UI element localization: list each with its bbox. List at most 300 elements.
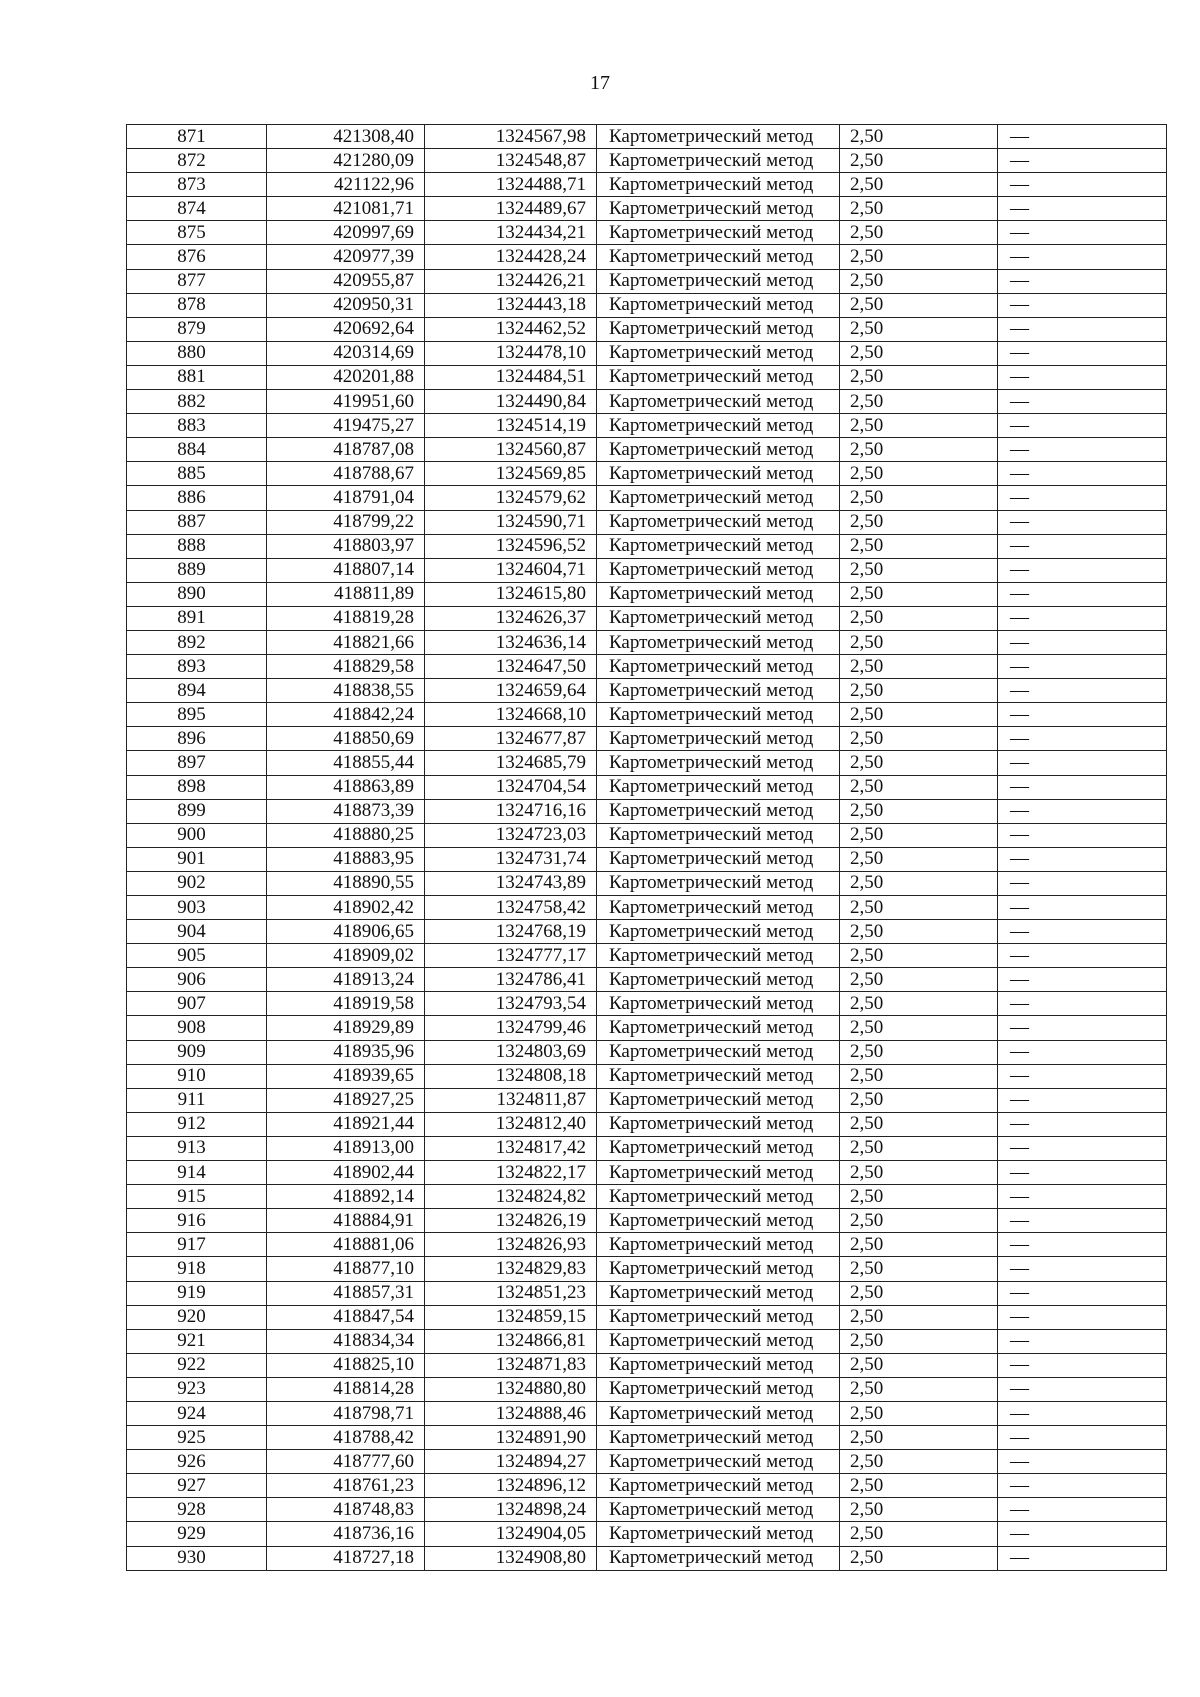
y-coordinate-cell: 1324514,19 [425,414,597,438]
accuracy-cell: 2,50 [840,414,998,438]
description-cell: — [998,510,1167,534]
point-number-cell: 881 [127,365,267,389]
point-number-cell: 911 [127,1088,267,1112]
table-row [127,630,1167,654]
point-number-cell: 903 [127,896,267,920]
y-coordinate-cell: 1324685,79 [425,751,597,775]
x-coordinate-cell: 420692,64 [267,317,425,341]
point-number-cell: 916 [127,1209,267,1233]
method-cell: Картометрический метод [597,1450,840,1474]
accuracy-cell: 2,50 [840,1474,998,1498]
y-coordinate-cell: 1324428,24 [425,245,597,269]
x-coordinate-cell: 418935,96 [267,1040,425,1064]
point-number-cell: 873 [127,173,267,197]
x-coordinate-cell: 418857,31 [267,1281,425,1305]
description-cell: — [998,871,1167,895]
description-cell: — [998,1112,1167,1136]
description-cell: — [998,847,1167,871]
point-number-cell: 908 [127,1016,267,1040]
table-row [127,944,1167,968]
x-coordinate-cell: 418829,58 [267,655,425,679]
method-cell: Картометрический метод [597,149,840,173]
point-number-cell: 923 [127,1377,267,1401]
accuracy-cell: 2,50 [840,1185,998,1209]
method-cell: Картометрический метод [597,606,840,630]
accuracy-cell: 2,50 [840,1377,998,1401]
method-cell: Картометрический метод [597,582,840,606]
method-cell: Картометрический метод [597,920,840,944]
point-number-cell: 891 [127,606,267,630]
x-coordinate-cell: 418863,89 [267,775,425,799]
table-row [127,992,1167,1016]
table-row [127,920,1167,944]
x-coordinate-cell: 420201,88 [267,365,425,389]
description-cell: — [998,751,1167,775]
method-cell: Картометрический метод [597,679,840,703]
y-coordinate-cell: 1324743,89 [425,871,597,895]
table-row [127,1498,1167,1522]
method-cell: Картометрический метод [597,1353,840,1377]
y-coordinate-cell: 1324803,69 [425,1040,597,1064]
y-coordinate-cell: 1324829,83 [425,1257,597,1281]
x-coordinate-cell: 418761,23 [267,1474,425,1498]
method-cell: Картометрический метод [597,1040,840,1064]
point-number-cell: 921 [127,1329,267,1353]
method-cell: Картометрический метод [597,775,840,799]
x-coordinate-cell: 419475,27 [267,414,425,438]
accuracy-cell: 2,50 [840,269,998,293]
y-coordinate-cell: 1324490,84 [425,390,597,414]
method-cell: Картометрический метод [597,1112,840,1136]
description-cell: — [998,293,1167,317]
y-coordinate-cell: 1324636,14 [425,630,597,654]
x-coordinate-cell: 418748,83 [267,1498,425,1522]
point-number-cell: 912 [127,1112,267,1136]
description-cell: — [998,630,1167,654]
description-cell: — [998,1498,1167,1522]
x-coordinate-cell: 418913,24 [267,968,425,992]
method-cell: Картометрический метод [597,1136,840,1160]
table-row [127,799,1167,823]
y-coordinate-cell: 1324596,52 [425,534,597,558]
point-number-cell: 922 [127,1353,267,1377]
table-row [127,703,1167,727]
description-cell: — [998,1401,1167,1425]
description-cell: — [998,1257,1167,1281]
y-coordinate-cell: 1324859,15 [425,1305,597,1329]
description-cell: — [998,823,1167,847]
point-number-cell: 926 [127,1450,267,1474]
table-row [127,1185,1167,1209]
x-coordinate-cell: 418807,14 [267,558,425,582]
table-row [127,968,1167,992]
accuracy-cell: 2,50 [840,1522,998,1546]
accuracy-cell: 2,50 [840,1257,998,1281]
description-cell: — [998,1450,1167,1474]
description-cell: — [998,1064,1167,1088]
point-number-cell: 888 [127,534,267,558]
point-number-cell: 895 [127,703,267,727]
method-cell: Картометрический метод [597,125,840,149]
description-cell: — [998,1088,1167,1112]
accuracy-cell: 2,50 [840,727,998,751]
y-coordinate-cell: 1324799,46 [425,1016,597,1040]
accuracy-cell: 2,50 [840,1498,998,1522]
method-cell: Картометрический метод [597,992,840,1016]
x-coordinate-cell: 418838,55 [267,679,425,703]
method-cell: Картометрический метод [597,1233,840,1257]
method-cell: Картометрический метод [597,1522,840,1546]
y-coordinate-cell: 1324489,67 [425,197,597,221]
point-number-cell: 917 [127,1233,267,1257]
description-cell: — [998,1016,1167,1040]
description-cell: — [998,245,1167,269]
table-row [127,197,1167,221]
accuracy-cell: 2,50 [840,920,998,944]
accuracy-cell: 2,50 [840,1450,998,1474]
method-cell: Картометрический метод [597,462,840,486]
accuracy-cell: 2,50 [840,655,998,679]
method-cell: Картометрический метод [597,317,840,341]
y-coordinate-cell: 1324758,42 [425,896,597,920]
x-coordinate-cell: 418799,22 [267,510,425,534]
y-coordinate-cell: 1324462,52 [425,317,597,341]
y-coordinate-cell: 1324811,87 [425,1088,597,1112]
x-coordinate-cell: 418877,10 [267,1257,425,1281]
y-coordinate-cell: 1324904,05 [425,1522,597,1546]
method-cell: Картометрический метод [597,1426,840,1450]
x-coordinate-cell: 418787,08 [267,438,425,462]
description-cell: — [998,727,1167,751]
table-row [127,1450,1167,1474]
x-coordinate-cell: 418798,71 [267,1401,425,1425]
x-coordinate-cell: 418850,69 [267,727,425,751]
y-coordinate-cell: 1324668,10 [425,703,597,727]
point-number-cell: 918 [127,1257,267,1281]
y-coordinate-cell: 1324891,90 [425,1426,597,1450]
x-coordinate-cell: 418890,55 [267,871,425,895]
x-coordinate-cell: 418919,58 [267,992,425,1016]
description-cell: — [998,558,1167,582]
x-coordinate-cell: 418819,28 [267,606,425,630]
method-cell: Картометрический метод [597,269,840,293]
table-row [127,1377,1167,1401]
table-row [127,1281,1167,1305]
accuracy-cell: 2,50 [840,1233,998,1257]
accuracy-cell: 2,50 [840,799,998,823]
y-coordinate-cell: 1324768,19 [425,920,597,944]
y-coordinate-cell: 1324723,03 [425,823,597,847]
description-cell: — [998,582,1167,606]
y-coordinate-cell: 1324731,74 [425,847,597,871]
y-coordinate-cell: 1324826,19 [425,1209,597,1233]
x-coordinate-cell: 418821,66 [267,630,425,654]
description-cell: — [998,1329,1167,1353]
method-cell: Картометрический метод [597,1016,840,1040]
y-coordinate-cell: 1324647,50 [425,655,597,679]
point-number-cell: 877 [127,269,267,293]
method-cell: Картометрический метод [597,510,840,534]
description-cell: — [998,896,1167,920]
method-cell: Картометрический метод [597,1064,840,1088]
accuracy-cell: 2,50 [840,703,998,727]
description-cell: — [998,1185,1167,1209]
x-coordinate-cell: 418909,02 [267,944,425,968]
y-coordinate-cell: 1324704,54 [425,775,597,799]
method-cell: Картометрический метод [597,486,840,510]
accuracy-cell: 2,50 [840,823,998,847]
table-row [127,245,1167,269]
y-coordinate-cell: 1324908,80 [425,1546,597,1570]
point-number-cell: 896 [127,727,267,751]
table-row [127,365,1167,389]
accuracy-cell: 2,50 [840,390,998,414]
point-number-cell: 882 [127,390,267,414]
y-coordinate-cell: 1324786,41 [425,968,597,992]
method-cell: Картометрический метод [597,438,840,462]
point-number-cell: 899 [127,799,267,823]
accuracy-cell: 2,50 [840,582,998,606]
description-cell: — [998,390,1167,414]
description-cell: — [998,414,1167,438]
table-row [127,269,1167,293]
table-row [127,655,1167,679]
x-coordinate-cell: 418825,10 [267,1353,425,1377]
x-coordinate-cell: 421308,40 [267,125,425,149]
description-cell: — [998,1522,1167,1546]
point-number-cell: 889 [127,558,267,582]
point-number-cell: 924 [127,1401,267,1425]
table-row [127,125,1167,149]
description-cell: — [998,462,1167,486]
accuracy-cell: 2,50 [840,775,998,799]
x-coordinate-cell: 421081,71 [267,197,425,221]
page-number: 17 [590,72,610,94]
method-cell: Картометрический метод [597,245,840,269]
y-coordinate-cell: 1324716,16 [425,799,597,823]
description-cell: — [998,799,1167,823]
point-number-cell: 894 [127,679,267,703]
accuracy-cell: 2,50 [840,896,998,920]
x-coordinate-cell: 418811,89 [267,582,425,606]
y-coordinate-cell: 1324590,71 [425,510,597,534]
coordinates-table [126,124,1167,1571]
method-cell: Картометрический метод [597,823,840,847]
y-coordinate-cell: 1324426,21 [425,269,597,293]
x-coordinate-cell: 420955,87 [267,269,425,293]
table-row [127,871,1167,895]
description-cell: — [998,1281,1167,1305]
x-coordinate-cell: 418727,18 [267,1546,425,1570]
description-cell: — [998,775,1167,799]
x-coordinate-cell: 418881,06 [267,1233,425,1257]
accuracy-cell: 2,50 [840,1305,998,1329]
point-number-cell: 886 [127,486,267,510]
table-row [127,486,1167,510]
x-coordinate-cell: 418873,39 [267,799,425,823]
accuracy-cell: 2,50 [840,317,998,341]
y-coordinate-cell: 1324817,42 [425,1136,597,1160]
y-coordinate-cell: 1324894,27 [425,1450,597,1474]
accuracy-cell: 2,50 [840,751,998,775]
description-cell: — [998,149,1167,173]
method-cell: Картометрический метод [597,197,840,221]
accuracy-cell: 2,50 [840,293,998,317]
description-cell: — [998,341,1167,365]
point-number-cell: 930 [127,1546,267,1570]
point-number-cell: 915 [127,1185,267,1209]
accuracy-cell: 2,50 [840,462,998,486]
table-row [127,1305,1167,1329]
method-cell: Картометрический метод [597,1377,840,1401]
description-cell: — [998,365,1167,389]
description-cell: — [998,1305,1167,1329]
x-coordinate-cell: 418927,25 [267,1088,425,1112]
accuracy-cell: 2,50 [840,1088,998,1112]
x-coordinate-cell: 418834,34 [267,1329,425,1353]
y-coordinate-cell: 1324677,87 [425,727,597,751]
table-row [127,1353,1167,1377]
table-row [127,727,1167,751]
table-row [127,390,1167,414]
point-number-cell: 920 [127,1305,267,1329]
method-cell: Картометрический метод [597,558,840,582]
table-row [127,823,1167,847]
x-coordinate-cell: 418884,91 [267,1209,425,1233]
point-number-cell: 914 [127,1161,267,1185]
description-cell: — [998,1353,1167,1377]
method-cell: Картометрический метод [597,365,840,389]
x-coordinate-cell: 418902,42 [267,896,425,920]
accuracy-cell: 2,50 [840,365,998,389]
point-number-cell: 875 [127,221,267,245]
method-cell: Картометрический метод [597,1401,840,1425]
y-coordinate-cell: 1324626,37 [425,606,597,630]
accuracy-cell: 2,50 [840,486,998,510]
point-number-cell: 904 [127,920,267,944]
x-coordinate-cell: 421280,09 [267,149,425,173]
description-cell: — [998,534,1167,558]
y-coordinate-cell: 1324569,85 [425,462,597,486]
table-row [127,1064,1167,1088]
table-row [127,1040,1167,1064]
accuracy-cell: 2,50 [840,341,998,365]
table-row [127,679,1167,703]
accuracy-cell: 2,50 [840,679,998,703]
y-coordinate-cell: 1324560,87 [425,438,597,462]
method-cell: Картометрический метод [597,1329,840,1353]
x-coordinate-cell: 418892,14 [267,1185,425,1209]
x-coordinate-cell: 419951,60 [267,390,425,414]
description-cell: — [998,944,1167,968]
description-cell: — [998,679,1167,703]
method-cell: Картометрический метод [597,1185,840,1209]
x-coordinate-cell: 418777,60 [267,1450,425,1474]
x-coordinate-cell: 418906,65 [267,920,425,944]
accuracy-cell: 2,50 [840,510,998,534]
y-coordinate-cell: 1324822,17 [425,1161,597,1185]
table-row [127,293,1167,317]
table-row [127,1474,1167,1498]
accuracy-cell: 2,50 [840,1426,998,1450]
accuracy-cell: 2,50 [840,438,998,462]
description-cell: — [998,1426,1167,1450]
description-cell: — [998,221,1167,245]
x-coordinate-cell: 418902,44 [267,1161,425,1185]
table-row [127,1329,1167,1353]
description-cell: — [998,920,1167,944]
table-row [127,317,1167,341]
table-row [127,149,1167,173]
y-coordinate-cell: 1324615,80 [425,582,597,606]
point-number-cell: 900 [127,823,267,847]
x-coordinate-cell: 420314,69 [267,341,425,365]
point-number-cell: 905 [127,944,267,968]
table-row [127,1136,1167,1160]
x-coordinate-cell: 418791,04 [267,486,425,510]
table-row [127,1233,1167,1257]
method-cell: Картометрический метод [597,1088,840,1112]
method-cell: Картометрический метод [597,534,840,558]
method-cell: Картометрический метод [597,1209,840,1233]
method-cell: Картометрический метод [597,751,840,775]
method-cell: Картометрический метод [597,703,840,727]
table-row [127,582,1167,606]
point-number-cell: 928 [127,1498,267,1522]
y-coordinate-cell: 1324548,87 [425,149,597,173]
x-coordinate-cell: 418842,24 [267,703,425,727]
accuracy-cell: 2,50 [840,1546,998,1570]
x-coordinate-cell: 418939,65 [267,1064,425,1088]
point-number-cell: 897 [127,751,267,775]
x-coordinate-cell: 420977,39 [267,245,425,269]
x-coordinate-cell: 418803,97 [267,534,425,558]
table-row [127,1112,1167,1136]
table-row [127,896,1167,920]
description-cell: — [998,1040,1167,1064]
point-number-cell: 890 [127,582,267,606]
y-coordinate-cell: 1324808,18 [425,1064,597,1088]
point-number-cell: 929 [127,1522,267,1546]
coordinates-table-body [127,125,1167,1571]
description-cell: — [998,1233,1167,1257]
table-row [127,1426,1167,1450]
accuracy-cell: 2,50 [840,1040,998,1064]
method-cell: Картометрический метод [597,727,840,751]
method-cell: Картометрический метод [597,944,840,968]
y-coordinate-cell: 1324866,81 [425,1329,597,1353]
point-number-cell: 906 [127,968,267,992]
x-coordinate-cell: 418847,54 [267,1305,425,1329]
description-cell: — [998,655,1167,679]
point-number-cell: 871 [127,125,267,149]
accuracy-cell: 2,50 [840,630,998,654]
description-cell: — [998,1209,1167,1233]
y-coordinate-cell: 1324851,23 [425,1281,597,1305]
point-number-cell: 876 [127,245,267,269]
table-row [127,534,1167,558]
method-cell: Картометрический метод [597,1161,840,1185]
table-row [127,1161,1167,1185]
y-coordinate-cell: 1324793,54 [425,992,597,1016]
accuracy-cell: 2,50 [840,1353,998,1377]
point-number-cell: 878 [127,293,267,317]
accuracy-cell: 2,50 [840,1112,998,1136]
point-number-cell: 884 [127,438,267,462]
method-cell: Картометрический метод [597,968,840,992]
table-row [127,438,1167,462]
accuracy-cell: 2,50 [840,606,998,630]
